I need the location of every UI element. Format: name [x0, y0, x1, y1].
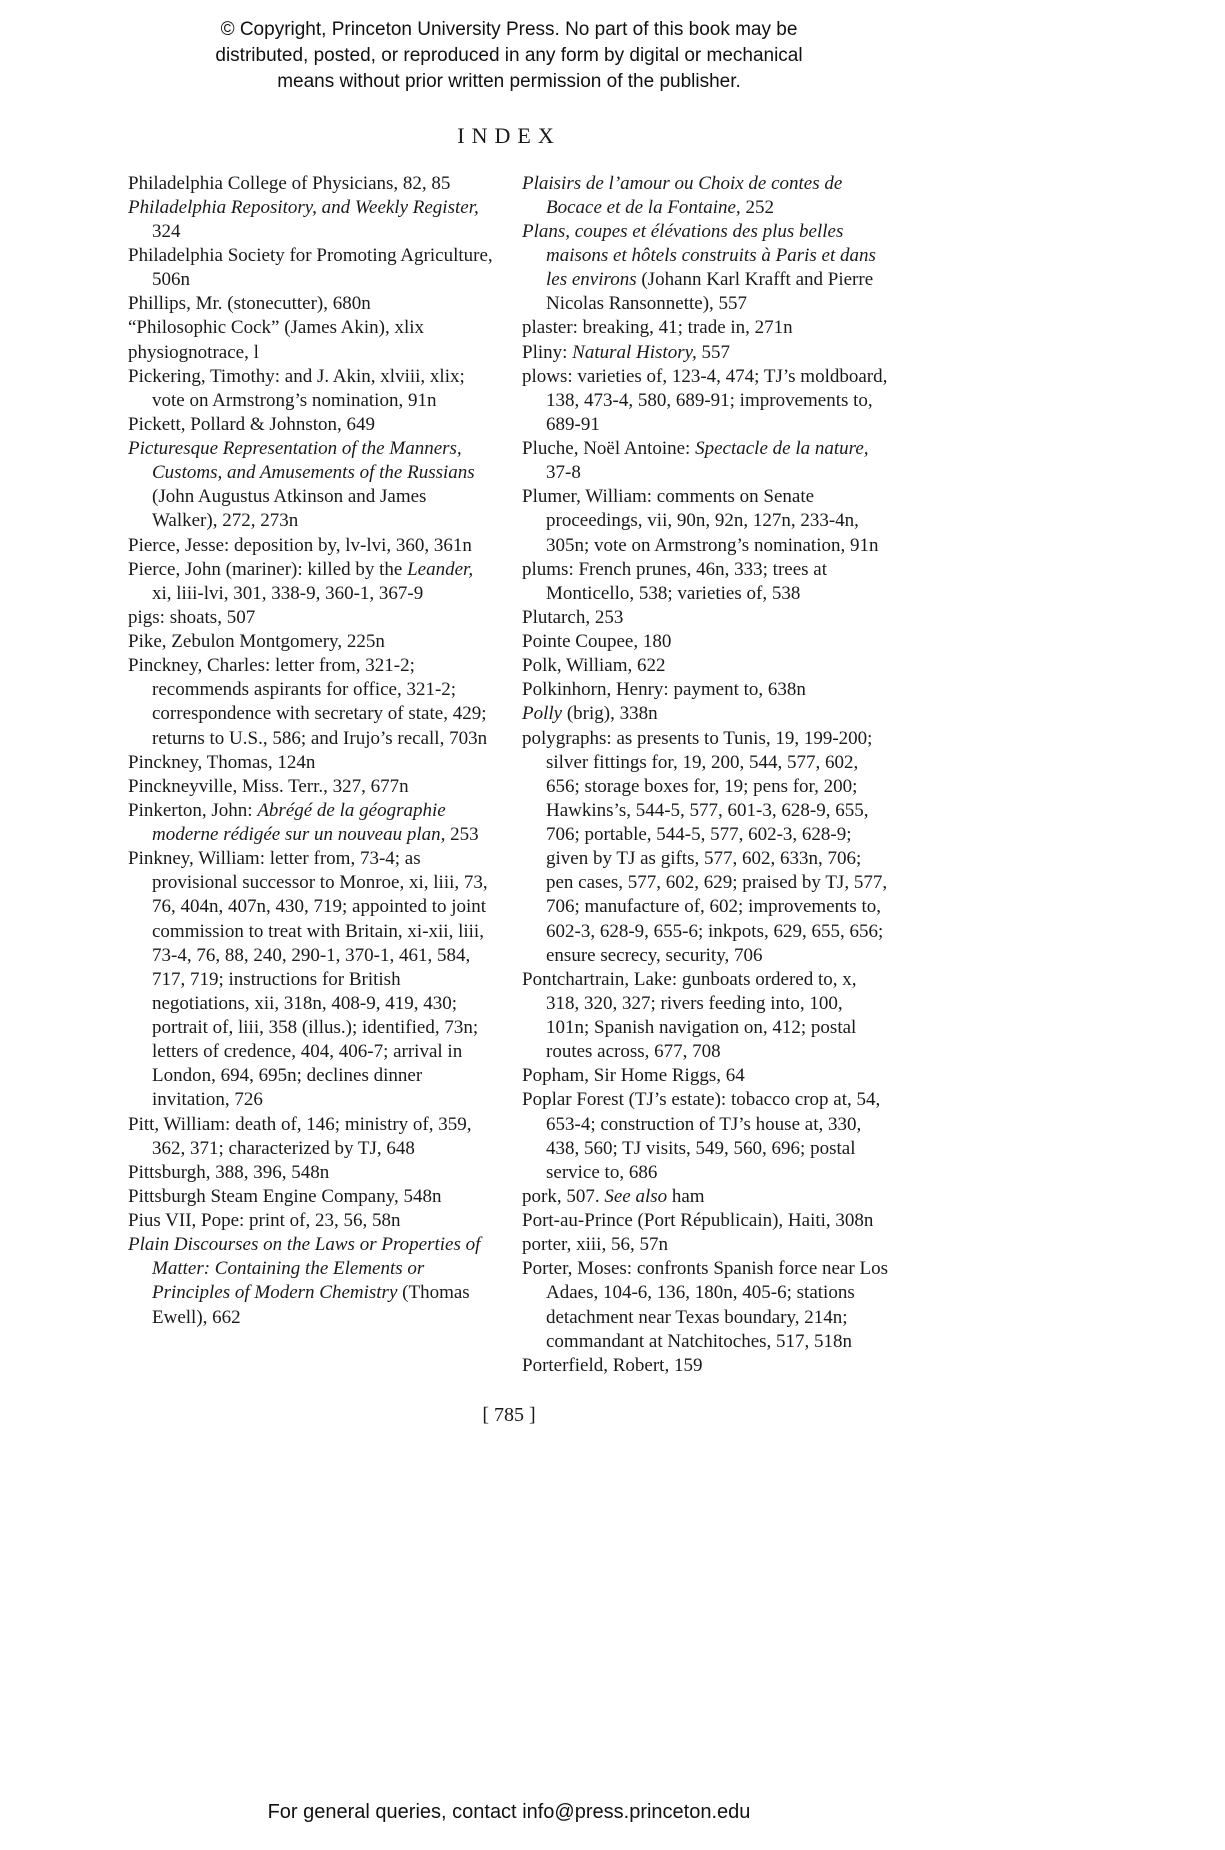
- index-entry: [128, 172, 496, 196]
- entry-text-italic: Spectacle de la nature,: [695, 438, 869, 460]
- index-entry: [128, 1233, 496, 1330]
- entry-text: Phillips, Mr. (stonecutter), 680n: [128, 293, 371, 315]
- entry-text: Pinckneyville, Miss. Terr., 327, 677n: [128, 775, 409, 797]
- index-entry: [128, 606, 496, 630]
- index-entry: [522, 437, 890, 485]
- entry-text-italic: Leander,: [407, 558, 474, 580]
- index-entry: [522, 485, 890, 557]
- index-entry: [128, 341, 496, 365]
- entry-text: Pickering, Timothy: and J. Akin, xlviii, xlix; vote on Armstrong’s nomination, 91n: [128, 365, 465, 411]
- entry-text: Philadelphia College of Physicians, 82, 85: [128, 172, 451, 194]
- entry-text: Popham, Sir Home Riggs, 64: [522, 1065, 745, 1087]
- entry-text: Pike, Zebulon Montgomery, 225n: [128, 631, 385, 653]
- entry-text: Plutarch, 253: [522, 606, 624, 628]
- entry-text: 324: [152, 220, 181, 242]
- entry-text: Plumer, William: comments on Senate proceedings, vii, 90n, 92n, 127n, 233-4n, 305n; vote on Armstrong’s nomination, 91n: [522, 486, 879, 556]
- index-entry: [522, 678, 890, 702]
- entry-text: ham: [667, 1185, 705, 1207]
- entry-text: Pontchartrain, Lake: gunboats ordered to, x, 318, 320, 327; rivers feeding into, 100, 101n; Spanish navigation on, 412; postal routes across, 677, 708: [522, 968, 857, 1063]
- entry-text-italic: Polly: [522, 703, 563, 725]
- entry-text-italic: Abrégé de la géographie moderne rédigée sur un nouveau plan,: [152, 799, 446, 846]
- index-entry: [128, 413, 496, 437]
- entry-text-italic: Picturesque Representation of the Manners, Customs, and Amusements of the Russians: [128, 438, 475, 484]
- index-entry: [522, 1233, 890, 1257]
- index-entry: [522, 365, 890, 437]
- entry-text: Philadelphia Society for Promoting Agriculture, 506n: [128, 245, 493, 291]
- page-content: [128, 0, 890, 1427]
- entry-text: pork, 507.: [522, 1185, 605, 1207]
- entry-text: plaster: breaking, 41; trade in, 271n: [522, 317, 793, 339]
- index-entry: [128, 1113, 496, 1161]
- entry-text: Pinkerton, John:: [128, 799, 258, 821]
- entry-text-italic: Plaisirs de l’amour ou Choix de contes de Bocace et de la Fontaine,: [522, 172, 843, 218]
- entry-text: Porter, Moses: confronts Spanish force near Los Adaes, 104-6, 136, 180n, 405-6; stations detachment near Texas boundary, 214n; commandant at Natchitoches, 517, 518n: [522, 1258, 888, 1352]
- index-entry: [128, 1161, 496, 1185]
- entry-text: Pierce, Jesse: deposition by, lv-lvi, 360, 361n: [128, 534, 472, 556]
- index-entry: [522, 1209, 890, 1233]
- index-entry: [522, 1185, 890, 1209]
- index-entry: [522, 702, 890, 726]
- index-entry: [128, 534, 496, 558]
- index-entry: [522, 1088, 890, 1185]
- index-entry: [128, 751, 496, 775]
- index-entry: [128, 316, 496, 340]
- entry-text: 252: [740, 196, 774, 218]
- entry-text: 557: [696, 341, 730, 363]
- index-entry: [522, 1064, 890, 1088]
- index-columns: [128, 172, 890, 1378]
- index-entry: [522, 654, 890, 678]
- index-entry: [128, 1185, 496, 1209]
- page-number: [ 785 ]: [482, 1403, 536, 1426]
- index-entry: [522, 1257, 890, 1354]
- index-entry: [128, 196, 496, 244]
- index-entry: [128, 437, 496, 534]
- footer-contact: [128, 1801, 890, 1824]
- index-entry: [522, 172, 890, 220]
- entry-text: xi, liii-lvi, 301, 338-9, 360-1, 367-9: [152, 582, 424, 604]
- footer-text: For general queries, contact: [267, 1801, 523, 1823]
- entry-text: Poplar Forest (TJ’s estate): tobacco crop at, 54, 653-4; construction of TJ’s house at, 330, 438, 560; TJ visits, 549, 560, 696; postal service to, 686: [522, 1089, 881, 1183]
- entry-text: Pluche, Noël Antoine:: [522, 438, 696, 460]
- entry-text: porter, xiii, 56, 57n: [522, 1234, 668, 1256]
- index-entry: [522, 1354, 890, 1378]
- index-entry: [522, 316, 890, 340]
- index-entry: [522, 968, 890, 1065]
- entry-text: (John Augustus Atkinson and James Walker), 272, 273n: [152, 486, 427, 532]
- index-entry: [128, 292, 496, 316]
- index-entry: [128, 244, 496, 292]
- index-entry: [128, 365, 496, 413]
- entry-text: Pickett, Pollard & Johnston, 649: [128, 413, 375, 435]
- entry-text: Pinckney, Thomas, 124n: [128, 751, 316, 773]
- index-entry: [128, 558, 496, 606]
- entry-text: Pitt, William: death of, 146; ministry of, 359, 362, 371; characterized by TJ, 648: [128, 1113, 472, 1159]
- index-column-left: [128, 172, 496, 1378]
- index-entry: [522, 220, 890, 317]
- entry-text: Polk, William, 622: [522, 655, 666, 677]
- index-entry: [128, 799, 496, 847]
- entry-text: Pinckney, Charles: letter from, 321-2; recommends aspirants for office, 321-2; correspondence with secretary of state, 429; returns to U.S., 586; and Irujo’s recall, 703n: [128, 655, 488, 749]
- index-entry: [128, 847, 496, 1112]
- index-entry: [128, 654, 496, 751]
- entry-text: (Thomas Ewell), 662: [152, 1282, 470, 1328]
- entry-text: “Philosophic Cock” (James Akin), xlix: [128, 317, 425, 339]
- index-entry: [128, 1209, 496, 1233]
- entry-text-italic: Plans, coupes et élévations des plus belles maisons et hôtels construits à Paris et dans les environs: [522, 220, 876, 291]
- index-column-right: [522, 172, 890, 1378]
- entry-text: Pierce, John (mariner): killed by the: [128, 558, 408, 580]
- entry-text-italic: See also: [604, 1185, 668, 1207]
- entry-text-italic: Natural History,: [572, 341, 697, 363]
- page-title: INDEX: [457, 122, 561, 148]
- entry-text: (Johann Karl Krafft and Pierre Nicolas Ransonnette), 557: [546, 269, 874, 315]
- entry-text: Polkinhorn, Henry: payment to, 638n: [522, 679, 806, 701]
- entry-text: pigs: shoats, 507: [128, 606, 256, 628]
- entry-text: plows: varieties of, 123-4, 474; TJ’s moldboard, 138, 473-4, 580, 689-91; improvements to, 689-91: [522, 365, 888, 435]
- index-entry: [522, 606, 890, 630]
- footer-email-link[interactable]: info@press.princeton.edu: [522, 1801, 751, 1823]
- entry-text: polygraphs: as presents to Tunis, 19, 199-200; silver fittings for, 19, 200, 544, 577, 602, 656; storage boxes for, 19; pens for, 200; Hawkins’s, 544-5, 577, 601-3, 628-9, 655, 706; portable, 544-5, 577, 602-3, 628-9; given by TJ as gifts, 577, 602, 633n, 706; pen cases, 577, 602, 629; praised by TJ, 577, 706; manufacture of, 602; improvements to, 602-3, 628-9, 655-6; inkpots, 629, 655, 656; ensure secrecy, security, 706: [522, 727, 888, 966]
- entry-text: plums: French prunes, 46n, 333; trees at Monticello, 538; varieties of, 538: [522, 558, 828, 604]
- entry-text: 37-8: [546, 462, 581, 484]
- entry-text-italic: Plain Discourses on the Laws or Properties of Matter: Containing the Elements or Principles of Modern Chemistry: [128, 1234, 481, 1304]
- entry-text: Pittsburgh Steam Engine Company, 548n: [128, 1185, 442, 1207]
- index-entry: [522, 558, 890, 606]
- entry-text: Pliny:: [522, 341, 573, 363]
- copyright-notice: © Copyright, Princeton University Press. No part of this book may be distributed, posted, or reproduced in any form by digital or mechanical means without prior written permission of the publisher.: [215, 19, 803, 93]
- entry-text: 253: [445, 824, 479, 846]
- index-entry: [522, 727, 890, 968]
- index-entry: [128, 775, 496, 799]
- entry-text: Port-au-Prince (Port Républicain), Haiti, 308n: [522, 1210, 874, 1232]
- entry-text: Pointe Coupee, 180: [522, 631, 672, 653]
- index-entry: [522, 341, 890, 365]
- entry-text: Pius VII, Pope: print of, 23, 56, 58n: [128, 1210, 401, 1232]
- entry-text: Pinkney, William: letter from, 73-4; as provisional successor to Monroe, xi, liii, 73, 76, 404n, 407n, 430, 719; appointed to joint commission to treat with Britain, xi-xii, liii, 73-4, 76, 88, 240, 290-1, 370-1, 461, 584, 717, 719; instructions for British negotiations, xii, 318n, 408-9, 419, 430; portrait of, liii, 358 (illus.); identified, 73n; letters of credence, 404, 406-7; arrival in London, 694, 695n; declines dinner invitation, 726: [128, 848, 488, 1111]
- entry-text: physiognotrace, l: [128, 341, 259, 363]
- entry-text: (brig), 338n: [562, 703, 658, 725]
- entry-text: Porterfield, Robert, 159: [522, 1354, 703, 1376]
- index-entry: [128, 630, 496, 654]
- entry-text: Pittsburgh, 388, 396, 548n: [128, 1161, 330, 1183]
- entry-text-italic: Philadelphia Repository, and Weekly Register,: [128, 196, 479, 218]
- index-entry: [522, 630, 890, 654]
